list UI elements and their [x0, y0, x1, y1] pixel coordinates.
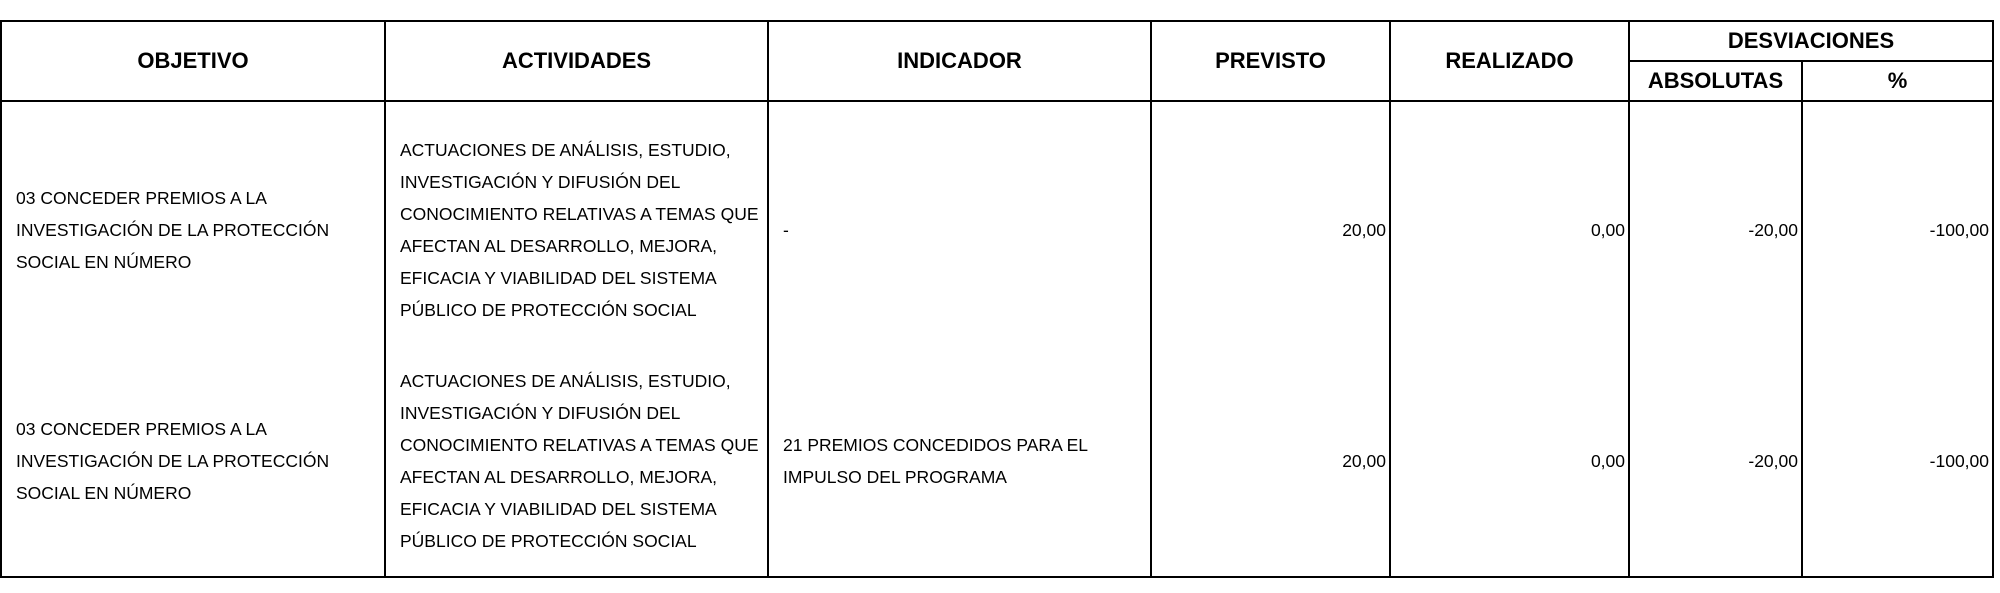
table-row — [1, 345, 1993, 577]
cell-percent: -100,00 — [1802, 101, 1993, 345]
cell-percent: -100,00 — [1802, 345, 1993, 577]
header-realizado: REALIZADO — [1390, 21, 1629, 101]
cell-indicador: - — [768, 101, 1151, 345]
cell-absolutas: -20,00 — [1629, 345, 1802, 577]
cell-realizado: 0,00 — [1390, 101, 1629, 345]
header-previsto: PREVISTO — [1151, 21, 1390, 101]
cell-objetivo: 03 CONCEDER PREMIOS A LA INVESTIGACIÓN DE LA PROTECCIÓN SOCIAL EN NÚMERO — [1, 345, 385, 577]
cell-actividades: ACTUACIONES DE ANÁLISIS, ESTUDIO, INVESTIGACIÓN Y DIFUSIÓN DEL CONOCIMIENTO RELATIVAS A TEMAS QUE AFECTAN AL DESARROLLO, MEJORA, EFICACIA Y VIABILIDAD DEL SISTEMA PÚBLICO DE PROTECCIÓN SOCIAL — [385, 101, 768, 345]
cell-indicador: 21 PREMIOS CONCEDIDOS PARA EL IMPULSO DEL PROGRAMA — [768, 345, 1151, 577]
table-row — [1, 101, 1993, 345]
cell-absolutas: -20,00 — [1629, 101, 1802, 345]
cell-actividades: ACTUACIONES DE ANÁLISIS, ESTUDIO, INVESTIGACIÓN Y DIFUSIÓN DEL CONOCIMIENTO RELATIVAS A TEMAS QUE AFECTAN AL DESARROLLO, MEJORA, EFICACIA Y VIABILIDAD DEL SISTEMA PÚBLICO DE PROTECCIÓN SOCIAL — [385, 345, 768, 577]
cell-previsto: 20,00 — [1151, 101, 1390, 345]
header-indicador: INDICADOR — [768, 21, 1151, 101]
deviation-table — [0, 20, 1994, 578]
header-objetivo: OBJETIVO — [1, 21, 385, 101]
header-desviaciones: DESVIACIONES — [1629, 21, 1993, 61]
header-absolutas: ABSOLUTAS — [1629, 61, 1802, 101]
header-percent: % — [1802, 61, 1993, 101]
header-actividades: ACTIVIDADES — [385, 21, 768, 101]
cell-realizado: 0,00 — [1390, 345, 1629, 577]
cell-previsto: 20,00 — [1151, 345, 1390, 577]
cell-objetivo: 03 CONCEDER PREMIOS A LA INVESTIGACIÓN DE LA PROTECCIÓN SOCIAL EN NÚMERO — [1, 101, 385, 345]
